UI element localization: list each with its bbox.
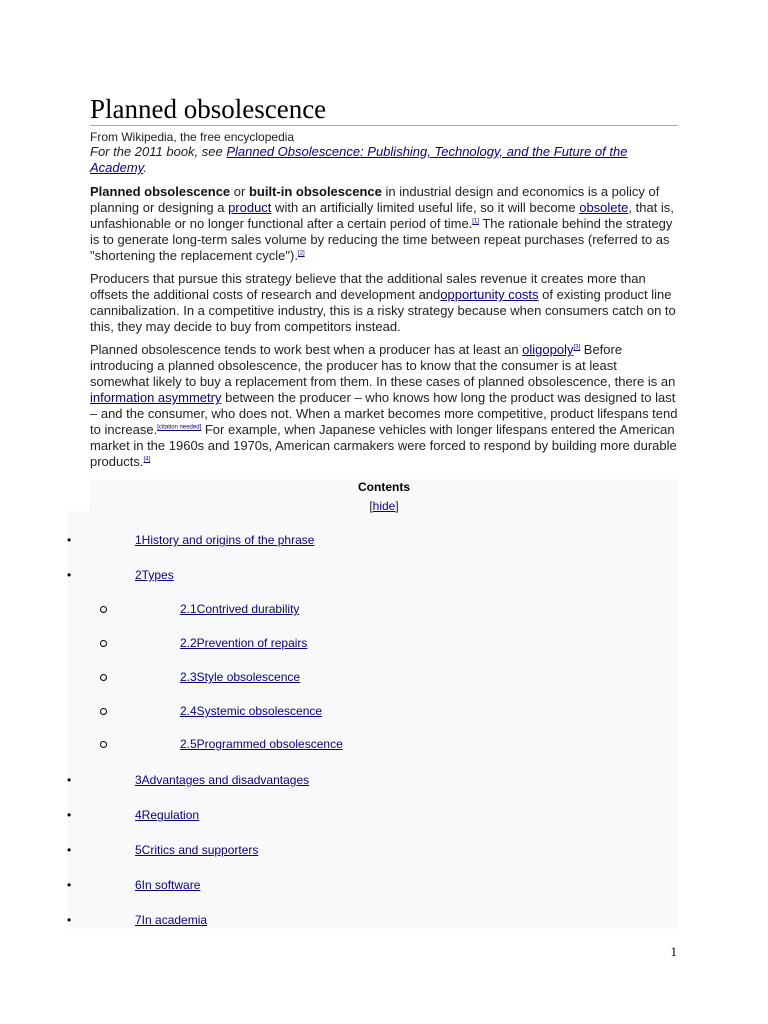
circle-bullet-icon — [100, 708, 107, 715]
toc-item-prevention-of-repairs[interactable]: 2.2Prevention of repairs — [180, 636, 308, 650]
bullet-icon: • — [67, 913, 72, 927]
toc-item-academia[interactable]: 7In academia — [135, 913, 208, 927]
bullet-icon: • — [67, 533, 72, 547]
toc-item-critics[interactable]: 5Critics and supporters — [135, 843, 259, 857]
product-link[interactable]: product — [228, 200, 272, 215]
reference-1-link[interactable]: [1] — [472, 218, 479, 225]
reference-2-link[interactable]: [2] — [297, 250, 305, 257]
toc-item-types[interactable]: 2Types — [135, 568, 174, 582]
bullet-icon: • — [67, 843, 72, 857]
toc-item-programmed-obsolescence[interactable]: 2.5Programmed obsolescence — [180, 737, 343, 751]
bullet-icon: • — [67, 568, 72, 582]
bullet-icon: • — [67, 878, 72, 892]
obsolete-link[interactable]: obsolete — [579, 200, 629, 215]
circle-bullet-icon — [100, 606, 107, 613]
toc-item-style-obsolescence[interactable]: 2.3Style obsolescence — [180, 670, 301, 684]
circle-bullet-icon — [100, 640, 107, 647]
article-body — [90, 94, 678, 470]
toc-item-systemic-obsolescence[interactable]: 2.4Systemic obsolescence — [180, 704, 323, 718]
toc-item-software[interactable]: 6In software — [135, 878, 201, 892]
intro-paragraph: Planned obsolescence or built-in obsolescence in industrial design and economics is a policy of planning or designing a product with an artificially limited useful life, so it will become obsolete, that is, unfashionable or no longer functional after a certain period of time.[1] The rationale behind the strategy is to generate long-term sales volume by reducing the time between repeat purchases (referred to as "shortening the replacement cycle").[2] — [90, 184, 674, 263]
hatnote: For the 2011 book, see Planned Obsolescence: Publishing, Technology, and the Future of the Academy. — [90, 144, 628, 175]
information-asymmetry-link[interactable]: information asymmetry — [90, 390, 222, 405]
oligopoly-paragraph: Planned obsolescence tends to work best when a producer has at least an oligopoly[3] Before introducing a planned obsolescence, the producer has to know that the consumer is at least somewhat likely to buy a replacement from them. In these cases of planned obsolescence, there is an information asymmetry between the producer – who knows how long the product was designed to last – and the consumer, who does not. When a market becomes more competitive, product lifespans tend to increase.[citation needed] For example, when Japanese vehicles with longer lifespans entered the American market in the 1960s and 1970s, American carmakers were forced to respond by building more durable products.[4] — [90, 342, 678, 469]
reference-4-link[interactable]: [4] — [143, 456, 151, 463]
circle-bullet-icon — [100, 674, 107, 681]
page-number: 1 — [670, 944, 677, 959]
hatnote-book-link[interactable]: Planned Obsolescence: Publishing, Technology, and the Future of the Academy — [90, 144, 628, 175]
toc-item-advantages[interactable]: 3Advantages and disadvantages — [135, 773, 310, 787]
page-title: Planned obsolescence — [90, 94, 678, 126]
toc-title: Contents — [358, 480, 410, 494]
bullet-icon: • — [67, 773, 72, 787]
toc-item-history[interactable]: 1History and origins of the phrase — [135, 533, 315, 547]
strategy-paragraph: Producers that pursue this strategy believe that the additional sales revenue it creates more than offsets the additional costs of research and development andopportunity costs of existing product line cannibalization. In a competitive industry, this is a risky strategy because when consumers catch on to this, they may decide to buy from competitors instead. — [90, 271, 676, 334]
toc-hide-control: [hide] — [369, 499, 399, 513]
toc-item-regulation[interactable]: 4Regulation — [135, 808, 200, 822]
oligopoly-link[interactable]: oligopoly — [522, 342, 574, 357]
opportunity-costs-link[interactable]: opportunity costs — [440, 287, 539, 302]
toc-hide-link[interactable]: hide — [372, 499, 396, 513]
site-tagline: From Wikipedia, the free encyclopedia — [90, 130, 295, 144]
citation-needed-link[interactable]: [citation needed] — [157, 424, 202, 431]
toc-list-background — [68, 511, 90, 929]
circle-bullet-icon — [100, 741, 107, 748]
toc-item-contrived-durability[interactable]: 2.1Contrived durability — [180, 602, 300, 616]
reference-3-link[interactable]: [3] — [573, 344, 581, 351]
bullet-icon: • — [67, 808, 72, 822]
